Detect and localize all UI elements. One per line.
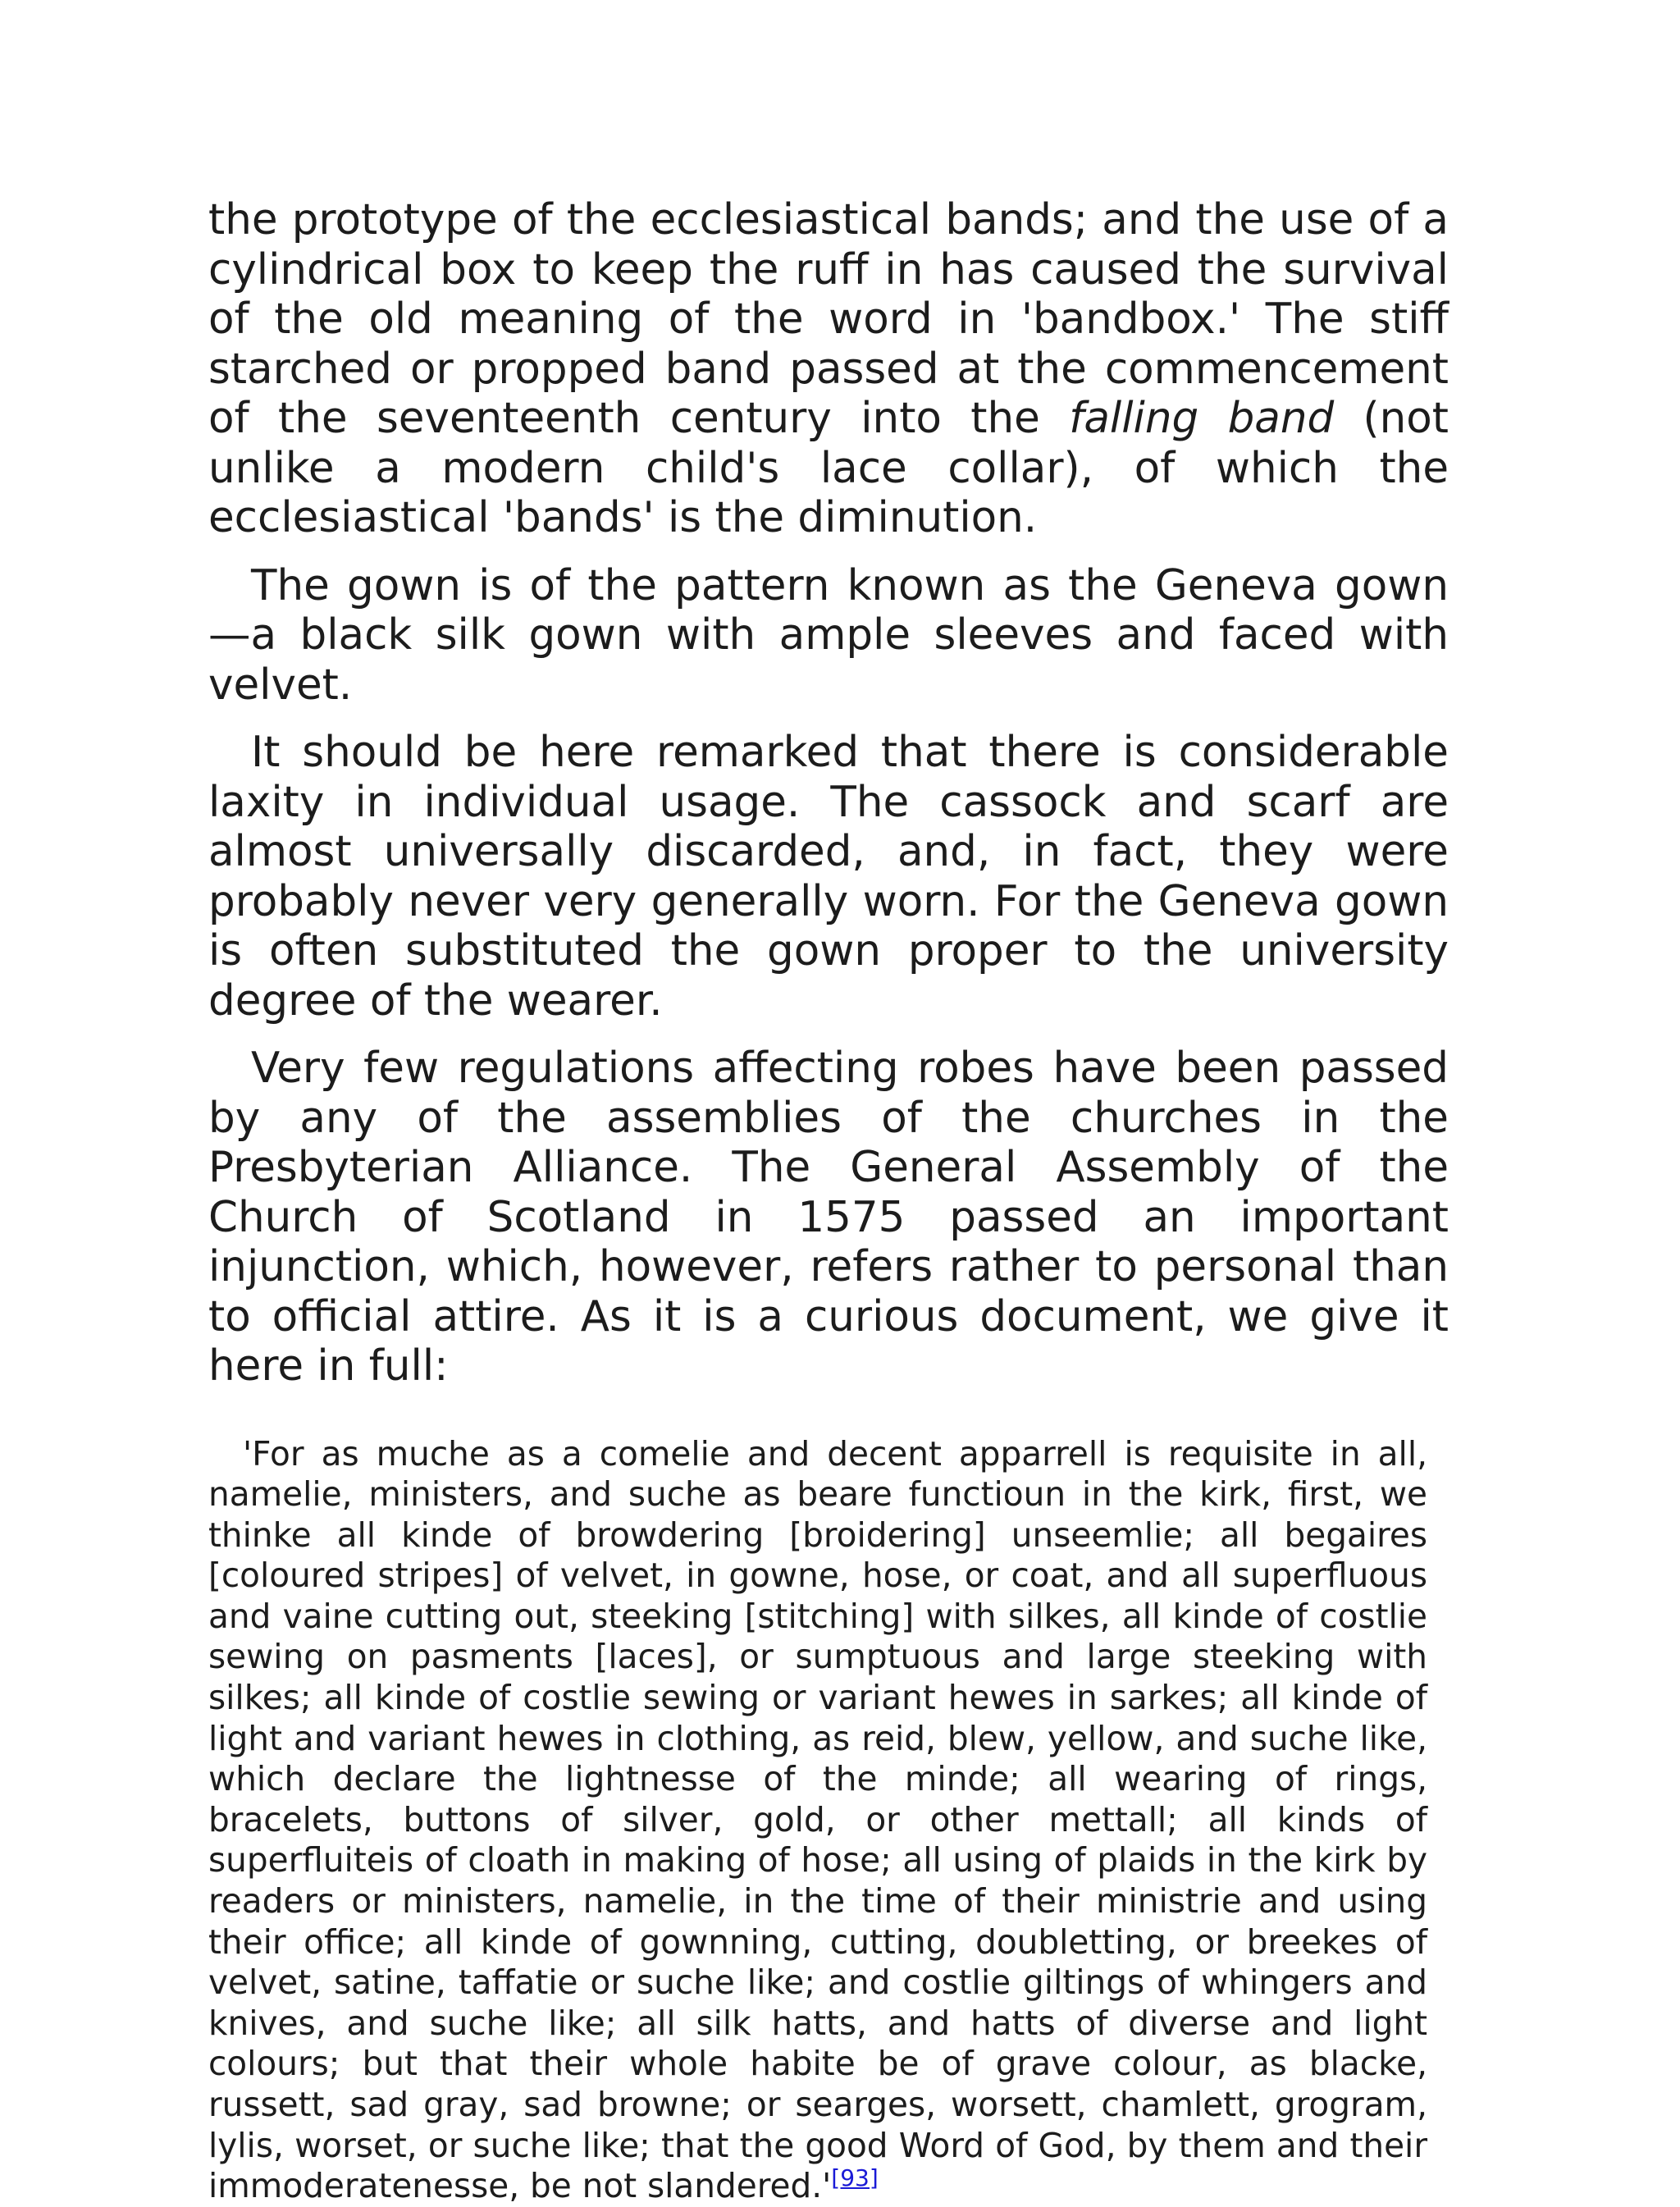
- assembly-injunction-quote: [208, 1434, 1427, 2207]
- paragraph-regulations: Very few regulations affecting robes have been passed by any of the assemblies of the churches in the Presbyterian Alliance. The General Assembly of the Church of Scotland in 1575 passed an important injunction, which, however, refers rather to personal than to official attire. As it is a curious document, we give it here in full:: [208, 1044, 1449, 1391]
- quote-text: 'For as muche as a comelie and decent apparrell is requisite in all, namelie, ministers, and suche as beare functioun in the kirk, first, we thinke all kinde of browdering [broidering] unseemlie; all begaires [coloured stripes] of velvet, in gowne, hose, or coat, and all superfluous and vaine cutting out, steeking [stitching] with silkes, all kinde of costlie sewing on pasments [laces], or sumptuous and large steeking with silkes; all kinde of costlie sewing or variant hewes in sarkes; all kinde of light and variant hewes in clothing, as reid, blew, yellow, and suche like, which declare the lightnesse of the minde; all wearing of rings, bracelets, buttons of silver, gold, or other mettall; all kinds of superfluiteis of cloath in making of hose; all using of plaids in the kirk by readers or ministers, namelie, in the time of their ministrie and using their office; all kinde of gownning, cutting, doubletting, or breekes of velvet, satine, taffatie or suche like; and costlie giltings of whingers and knives, and suche like; all silk hatts, and hatts of diverse and light colours; but that their whole habite be of grave colour, as blacke, russett, sad gray, sad browne; or searges, worsett, chamlett, grogram, lylis, worset, or suche like; that the good Word of God, by them and their immoderatenesse, be not slandered.': [208, 1433, 1427, 2206]
- falling-band-emphasis: falling band: [1069, 394, 1335, 443]
- footnote-reference: [831, 2164, 878, 2191]
- page-content: [208, 195, 1449, 2207]
- paragraph-bands-text-continued: (not unlike a modern child's lace collar), of which the ecclesiastical 'bands' is the diminution.: [208, 394, 1449, 542]
- paragraph-laxity: It should be here remarked that there is considerable laxity in individual usage. The cassock and scarf are almost universally discarded, and, in fact, they were probably never very generally worn. For the Geneva gown is often substituted the gown proper to the university degree of the wearer.: [208, 728, 1449, 1026]
- paragraph-bands-text: the prototype of the ecclesiastical bands; and the use of a cylindrical box to keep the ruff in has caused the survival of the old meaning of the word in 'bandbox.' The stiff starched or propped band passed at the commencement of the seventeenth century into the: [208, 195, 1449, 443]
- paragraph-geneva-gown: The gown is of the pattern known as the Geneva gown—a black silk gown with ample sleeves and faced with velvet.: [208, 560, 1449, 710]
- paragraph-bands: [208, 195, 1449, 543]
- footnote-link[interactable]: [93]: [831, 2164, 879, 2192]
